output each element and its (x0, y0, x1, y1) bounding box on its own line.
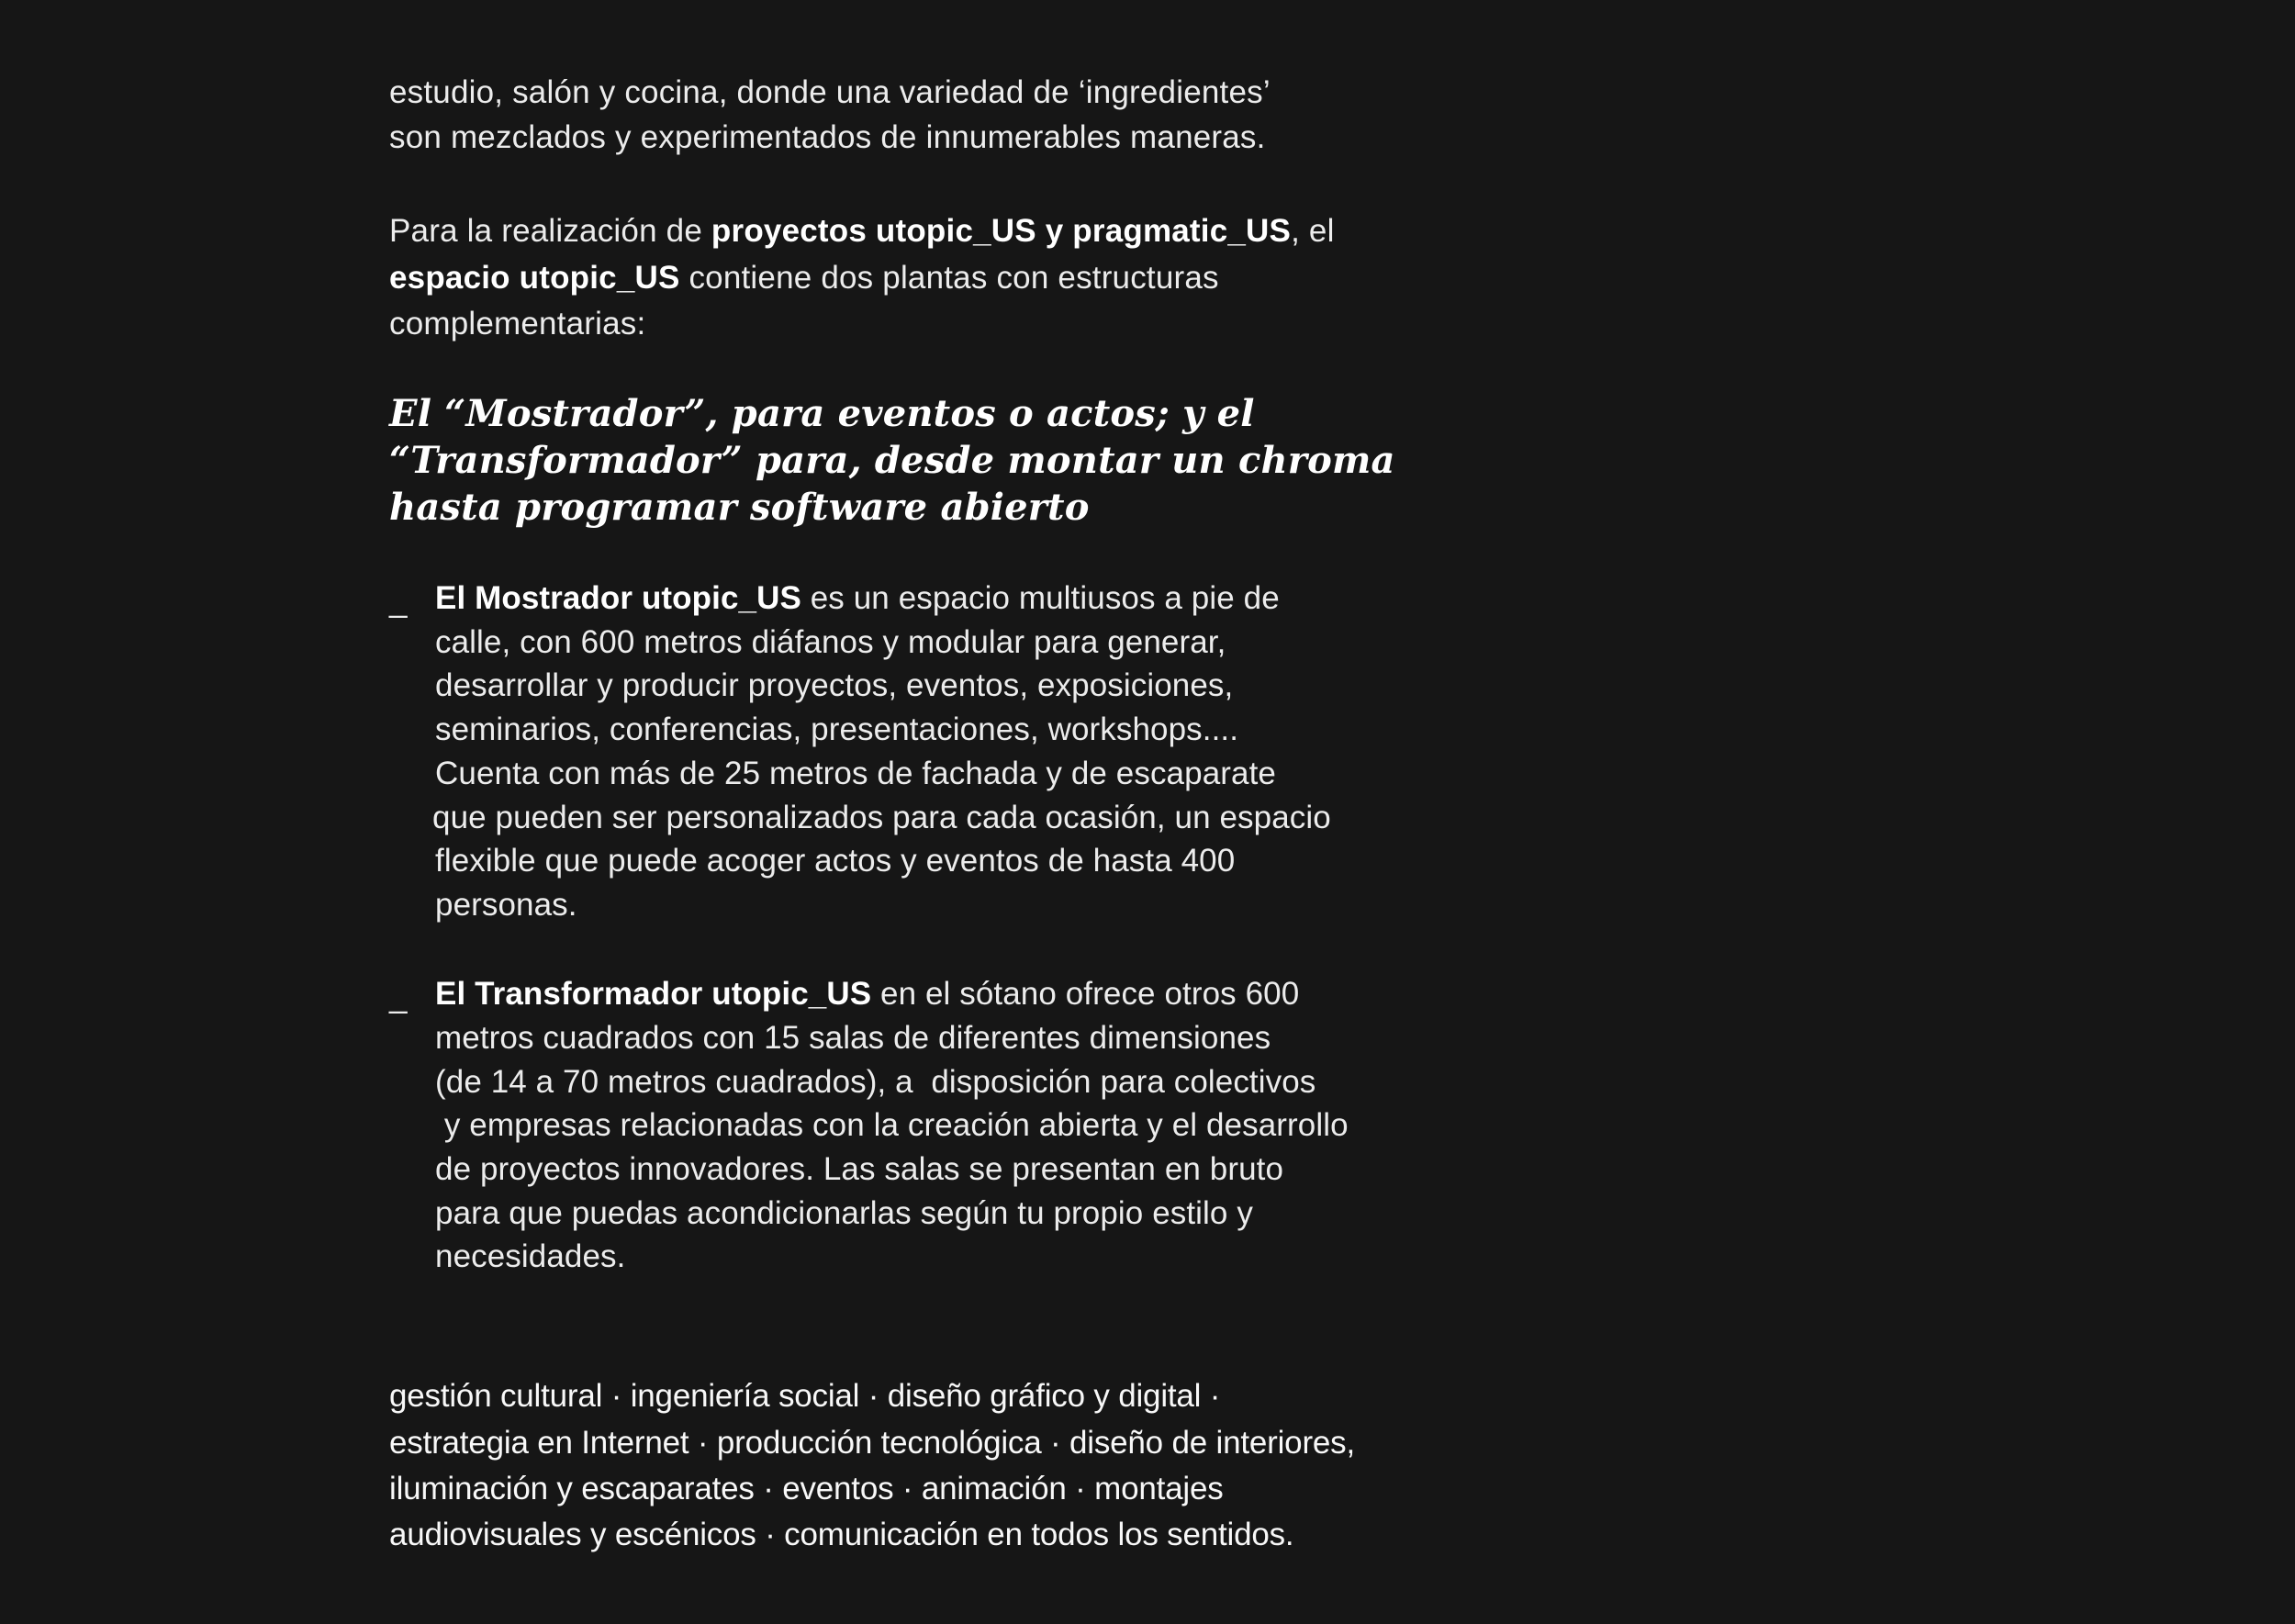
item-line: Cuenta con más de 25 metros de fachada y de escaparate (435, 756, 1276, 791)
bold-text: El Mostrador utopic_US (435, 580, 801, 616)
text: Para la realización de (389, 213, 711, 249)
item-line: y empresas relacionadas con la creación abierta y el desarrollo (435, 1107, 1349, 1143)
services-line: estrategia en Internet · producción tecnológica · diseño de interiores, (389, 1425, 1355, 1461)
text: en el sótano ofrece otros 600 (871, 976, 1300, 1012)
structure-line (389, 260, 1219, 297)
item-line: necesidades. (435, 1238, 626, 1274)
services-line: audiovisuales y escénicos · comunicación en todos los sentidos. (389, 1517, 1294, 1552)
structure-line: complementarias: (389, 306, 646, 342)
item-line: (de 14 a 70 metros cuadrados), a disposición para colectivos (435, 1064, 1316, 1100)
text: , el (1291, 213, 1335, 249)
services-line: gestión cultural · ingeniería social · diseño gráfico y digital · (389, 1378, 1221, 1414)
bold-text: proyectos utopic_US y pragmatic_US (711, 213, 1292, 249)
heading-line: hasta programar software abierto (389, 486, 1090, 529)
item-line: flexible que puede acoger actos y eventos de hasta 400 (435, 843, 1236, 879)
item-line: de proyectos innovadores. Las salas se presentan en bruto (435, 1151, 1284, 1187)
intro-line: estudio, salón y cocina, donde una variedad de ‘ingredientes’ (389, 74, 1271, 110)
text: es un espacio multiusos a pie de (800, 580, 1280, 616)
bold-text: El Transformador utopic_US (435, 976, 872, 1012)
item-line: desarrollar y producir proyectos, eventos, exposiciones, (435, 667, 1234, 703)
heading-line: “Transformador” para, desde montar un chroma (389, 439, 1395, 482)
intro-line: son mezclados y experimentados de innumerables maneras. (389, 119, 1266, 155)
item-line (435, 976, 1299, 1013)
structure-line (389, 213, 1335, 250)
item-line: personas. (435, 887, 577, 923)
item-line: para que puedas acondicionarlas según tu propio estilo y (435, 1195, 1253, 1231)
text: contiene dos plantas con estructuras (679, 260, 1219, 296)
item-line: seminarios, conferencias, presentaciones, workshops.... (435, 711, 1239, 747)
item-line: que pueden ser personalizados para cada ocasión, un espacio (432, 800, 1331, 835)
services-line: iluminación y escaparates · eventos · animación · montajes (389, 1471, 1224, 1506)
bold-text: espacio utopic_US (389, 260, 680, 296)
item-line: metros cuadrados con 15 salas de diferentes dimensiones (435, 1020, 1271, 1056)
item-line (435, 580, 1280, 617)
bullet-dash: _ (389, 979, 408, 1014)
item-line: calle, con 600 metros diáfanos y modular para generar, (435, 624, 1226, 660)
bullet-dash: _ (389, 583, 408, 619)
heading-line: El “Mostrador”, para eventos o actos; y el (389, 392, 1255, 435)
